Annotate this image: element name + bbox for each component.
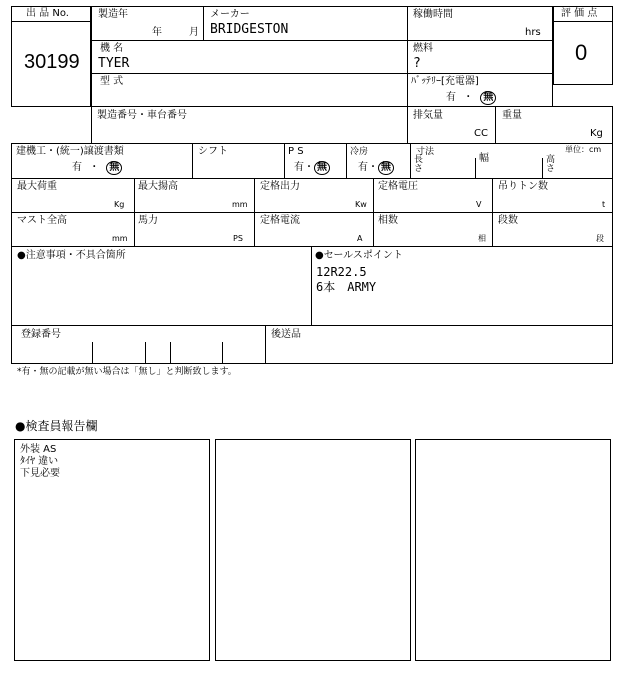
hours-unit: hrs: [525, 27, 541, 38]
score-value: 0: [575, 40, 588, 65]
max-load-unit: Kg: [114, 200, 125, 209]
inspector-note-3: 下見必要: [20, 468, 60, 479]
footnote: *有・無の記載が無い場合は「無し」と判断致します。: [17, 367, 237, 377]
mast-height-unit: mm: [112, 234, 128, 243]
caution-label: ●注意事項・不具合箇所: [17, 250, 126, 261]
transfer-sep: ・: [89, 162, 100, 173]
inspector-note-2: ﾀｲﾔ 違い: [20, 456, 59, 467]
rated-voltage-unit: V: [476, 200, 482, 209]
ps-sep: ・: [304, 162, 314, 173]
crane-tonnage-unit: t: [602, 200, 606, 209]
score-box: [553, 6, 613, 85]
aircon-no-circled: 無: [378, 161, 394, 175]
aircon-yes: 有: [358, 162, 368, 173]
rated-output-label: 定格出力: [260, 181, 300, 192]
fuel-label: 燃料: [413, 43, 433, 54]
displacement-label: 排気量: [413, 110, 443, 121]
ps-no-circled: 無: [314, 161, 330, 175]
phase-label: 相数: [378, 215, 398, 226]
ps-yes: 有: [294, 162, 304, 173]
horsepower-label: 馬力: [138, 215, 158, 226]
aircon-choice: [358, 161, 394, 175]
horsepower-unit: PS: [233, 234, 243, 243]
spec-table: [11, 143, 613, 247]
lot-number-value: 30199: [24, 51, 80, 73]
transfer-no-circled: 無: [106, 161, 122, 175]
battery-choice: [446, 91, 496, 105]
weight-label: 重量: [502, 110, 522, 121]
inspector-box-1: [14, 439, 210, 661]
maker-value: BRIDGESTON: [210, 22, 289, 37]
notes-block: [11, 246, 613, 326]
battery-label: ﾊﾞｯﾃﾘｰ[充電器]: [411, 76, 479, 87]
stages-label: 段数: [498, 215, 518, 226]
transfer-docs-label: 建機工・(統一)譲渡書類: [16, 146, 124, 157]
sales-point-label: ●セールスポイント: [315, 250, 403, 261]
fuel-value: ?: [413, 56, 421, 71]
shift-label: シフト: [198, 146, 228, 157]
max-lift-label: 最大揚高: [138, 181, 178, 192]
transfer-docs-choice: [72, 161, 122, 175]
inspector-report-title: ●検査員報告欄: [15, 419, 98, 433]
crane-tonnage-label: 吊りトン数: [498, 181, 548, 192]
rated-current-unit: A: [357, 234, 363, 243]
spec-header-grid: [91, 6, 553, 107]
battery-sep: ・: [463, 92, 474, 103]
maker-label: メーカー: [210, 9, 250, 20]
year-label: 製造年: [98, 9, 128, 20]
height-label: 高 さ: [546, 155, 556, 174]
aircon-label: 冷房: [350, 147, 369, 157]
transfer-yes: 有: [72, 162, 82, 173]
rated-current-label: 定格電流: [260, 215, 300, 226]
width-label: 幅: [479, 153, 489, 164]
score-label: 評 価 点: [561, 8, 598, 19]
weight-unit: Kg: [590, 128, 603, 139]
battery-yes: 有: [446, 92, 456, 103]
model-label: 機 名: [100, 43, 124, 54]
sales-point-line-1: 12R22.5: [316, 265, 367, 279]
registration-number-label: 登録番号: [21, 329, 61, 340]
type-label: 型 式: [100, 76, 124, 87]
month-unit: 月: [189, 27, 199, 38]
inspector-note-1: 外装 AS: [20, 444, 57, 455]
rated-output-unit: Kw: [355, 200, 367, 209]
aircon-sep: ・: [368, 162, 378, 173]
model-value: TYER: [98, 56, 130, 71]
registration-block: [11, 325, 613, 364]
dimensions-label: 寸法: [416, 147, 435, 157]
phase-unit: 相: [478, 234, 486, 243]
lot-number-box: [11, 6, 91, 107]
rated-voltage-label: 定格電圧: [378, 181, 418, 192]
ps-choice: [294, 161, 330, 175]
year-unit: 年: [152, 27, 162, 38]
mast-height-label: マスト全高: [17, 215, 67, 226]
inspector-box-2: [215, 439, 411, 661]
dimensions-unit: 単位：cm: [565, 145, 602, 154]
serial-row: [91, 106, 613, 144]
sales-point-line-2: 6本 ARMY: [316, 280, 377, 294]
length-label: 長 さ: [414, 155, 424, 174]
inspector-box-3: [415, 439, 611, 661]
lot-number-label: 出 品 No.: [26, 8, 69, 19]
hours-label: 稼働時間: [413, 9, 453, 20]
serial-label: 製造番号・車台番号: [97, 110, 187, 121]
max-load-label: 最大荷重: [17, 181, 57, 192]
ps-label: P S: [288, 146, 304, 157]
max-lift-unit: mm: [232, 200, 248, 209]
battery-no-circled: 無: [480, 91, 496, 105]
delivery-items-label: 後送品: [271, 329, 301, 340]
stages-unit: 段: [596, 234, 604, 243]
displacement-unit: CC: [474, 128, 488, 139]
